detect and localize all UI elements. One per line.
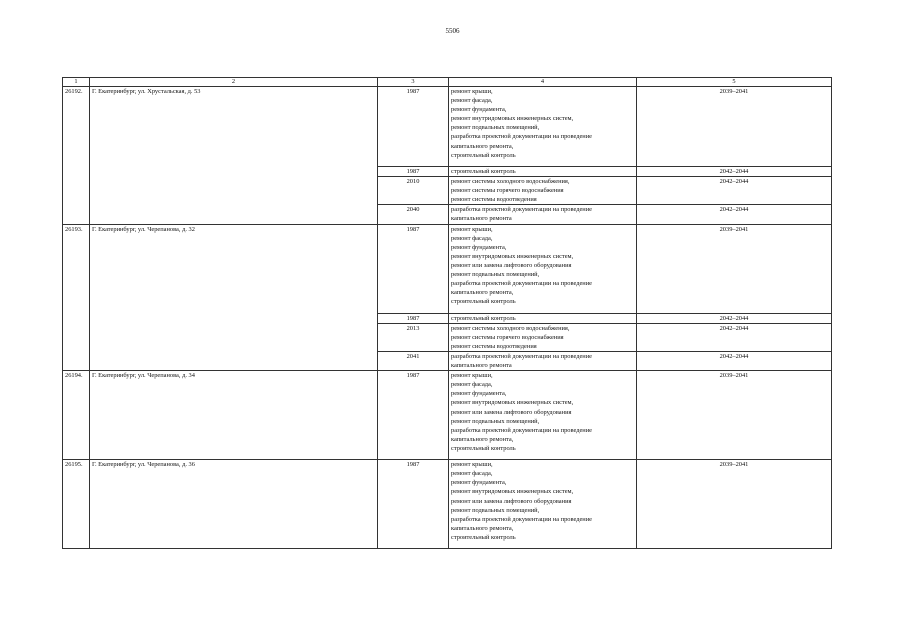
works-list <box>449 371 637 460</box>
stage-year: 2013 <box>378 323 449 351</box>
header-col-1: 1 <box>63 78 90 87</box>
work-item: ремонт подвальных помещений, <box>451 124 540 132</box>
works-list <box>449 167 637 177</box>
work-item: ремонт внутридомовых инженерных систем, <box>451 488 574 496</box>
work-item: разработка проектной документации на проведение <box>451 280 592 288</box>
repair-period: 2039–2041 <box>637 224 832 313</box>
record-number: 26194. <box>63 371 90 460</box>
work-item: ремонт фасада, <box>451 97 493 105</box>
work-item: строительный контроль <box>451 444 516 452</box>
building-address: Г. Екатеринбург, ул. Черепанова, д. 34 <box>90 371 378 460</box>
work-item: капитального ремонта, <box>451 435 514 443</box>
work-item: капитального ремонта, <box>451 289 514 297</box>
repair-period: 2042–2044 <box>637 313 832 323</box>
record-number: 26192. <box>63 87 90 225</box>
work-item: строительный контроль <box>451 533 516 541</box>
table-header-row <box>63 78 832 87</box>
work-item: ремонт внутридомовых инженерных систем, <box>451 115 574 123</box>
page-number: 5506 <box>445 27 460 35</box>
stage-year: 2040 <box>378 205 449 224</box>
stage-year: 2010 <box>378 177 449 205</box>
work-item: ремонт подвальных помещений, <box>451 417 540 425</box>
building-address: Г. Екатеринбург, ул. Черепанова, д. 36 <box>90 460 378 549</box>
work-item: ремонт системы горячего водоснабжения <box>451 333 564 341</box>
work-item: разработка проектной документации на проведение <box>451 206 592 214</box>
works-list <box>449 313 637 323</box>
work-item: ремонт подвальных помещений, <box>451 271 540 279</box>
stage-year: 1987 <box>378 313 449 323</box>
works-list <box>449 177 637 205</box>
works-list <box>449 205 637 224</box>
table-row <box>63 460 832 549</box>
works-list <box>449 224 637 313</box>
work-item: ремонт фасада, <box>451 381 493 389</box>
table-body <box>63 87 832 549</box>
work-item: ремонт фасада, <box>451 470 493 478</box>
work-item: ремонт или замена лифтового оборудования <box>451 497 572 505</box>
repair-period: 2039–2041 <box>637 460 832 549</box>
table-row <box>63 371 832 460</box>
works-list <box>449 351 637 370</box>
work-item: строительный контроль <box>451 314 516 322</box>
repair-period: 2042–2044 <box>637 323 832 351</box>
work-item: ремонт системы горячего водоснабжения <box>451 187 564 195</box>
stage-year: 2041 <box>378 351 449 370</box>
work-item: разработка проектной документации на проведение <box>451 352 592 360</box>
work-item: ремонт системы водоотведения <box>451 342 537 350</box>
header-col-5: 5 <box>637 78 832 87</box>
header-col-2: 2 <box>90 78 378 87</box>
work-item: ремонт внутридомовых инженерных систем, <box>451 252 574 260</box>
stage-year: 1987 <box>378 87 449 167</box>
work-item: ремонт фундамента, <box>451 243 507 251</box>
work-item: капитального ремонта, <box>451 524 514 532</box>
work-item: капитального ремонта, <box>451 142 514 150</box>
work-item: строительный контроль <box>451 168 516 175</box>
work-item: ремонт внутридомовых инженерных систем, <box>451 399 574 407</box>
stage-year: 1987 <box>378 167 449 177</box>
repair-period: 2042–2044 <box>637 167 832 177</box>
repair-schedule-table <box>62 77 832 549</box>
works-list <box>449 87 637 167</box>
work-item: ремонт фундамента, <box>451 479 507 487</box>
work-item: ремонт или замена лифтового оборудования <box>451 261 572 269</box>
work-item: капитального ремонта <box>451 215 512 223</box>
works-list <box>449 323 637 351</box>
repair-period: 2042–2044 <box>637 205 832 224</box>
work-item: разработка проектной документации на проведение <box>451 426 592 434</box>
work-item: ремонт или замена лифтового оборудования <box>451 408 572 416</box>
building-address: Г. Екатеринбург, ул. Хрустальская, д. 53 <box>90 87 378 225</box>
record-number: 26195. <box>63 460 90 549</box>
repair-period: 2042–2044 <box>637 177 832 205</box>
stage-year: 1987 <box>378 371 449 460</box>
work-item: ремонт фундамента, <box>451 106 507 114</box>
work-item: разработка проектной документации на проведение <box>451 515 592 523</box>
work-item: капитального ремонта <box>451 362 512 370</box>
repair-period: 2039–2041 <box>637 371 832 460</box>
work-item: ремонт крыши, <box>451 88 493 95</box>
repair-period: 2039–2041 <box>637 87 832 167</box>
header-col-4: 4 <box>449 78 637 87</box>
works-list <box>449 460 637 549</box>
stage-year: 1987 <box>378 460 449 549</box>
repair-period: 2042–2044 <box>637 351 832 370</box>
work-item: ремонт крыши, <box>451 461 493 469</box>
work-item: ремонт системы холодного водоснабжения, <box>451 178 570 186</box>
work-item: разработка проектной документации на проведение <box>451 133 592 141</box>
header-col-3: 3 <box>378 78 449 87</box>
work-item: ремонт фасада, <box>451 234 493 242</box>
record-number: 26193. <box>63 224 90 371</box>
table-row <box>63 87 832 167</box>
building-address: Г. Екатеринбург, ул. Черепанова, д. 32 <box>90 224 378 371</box>
work-item: ремонт подвальных помещений, <box>451 506 540 514</box>
work-item: ремонт системы холодного водоснабжения, <box>451 324 570 332</box>
work-item: ремонт крыши, <box>451 225 493 233</box>
work-item: строительный контроль <box>451 298 516 306</box>
work-item: строительный контроль <box>451 151 516 159</box>
work-item: ремонт системы водоотведения <box>451 196 537 204</box>
stage-year: 1987 <box>378 224 449 313</box>
table-row <box>63 224 832 313</box>
work-item: ремонт крыши, <box>451 372 493 380</box>
work-item: ремонт фундамента, <box>451 390 507 398</box>
